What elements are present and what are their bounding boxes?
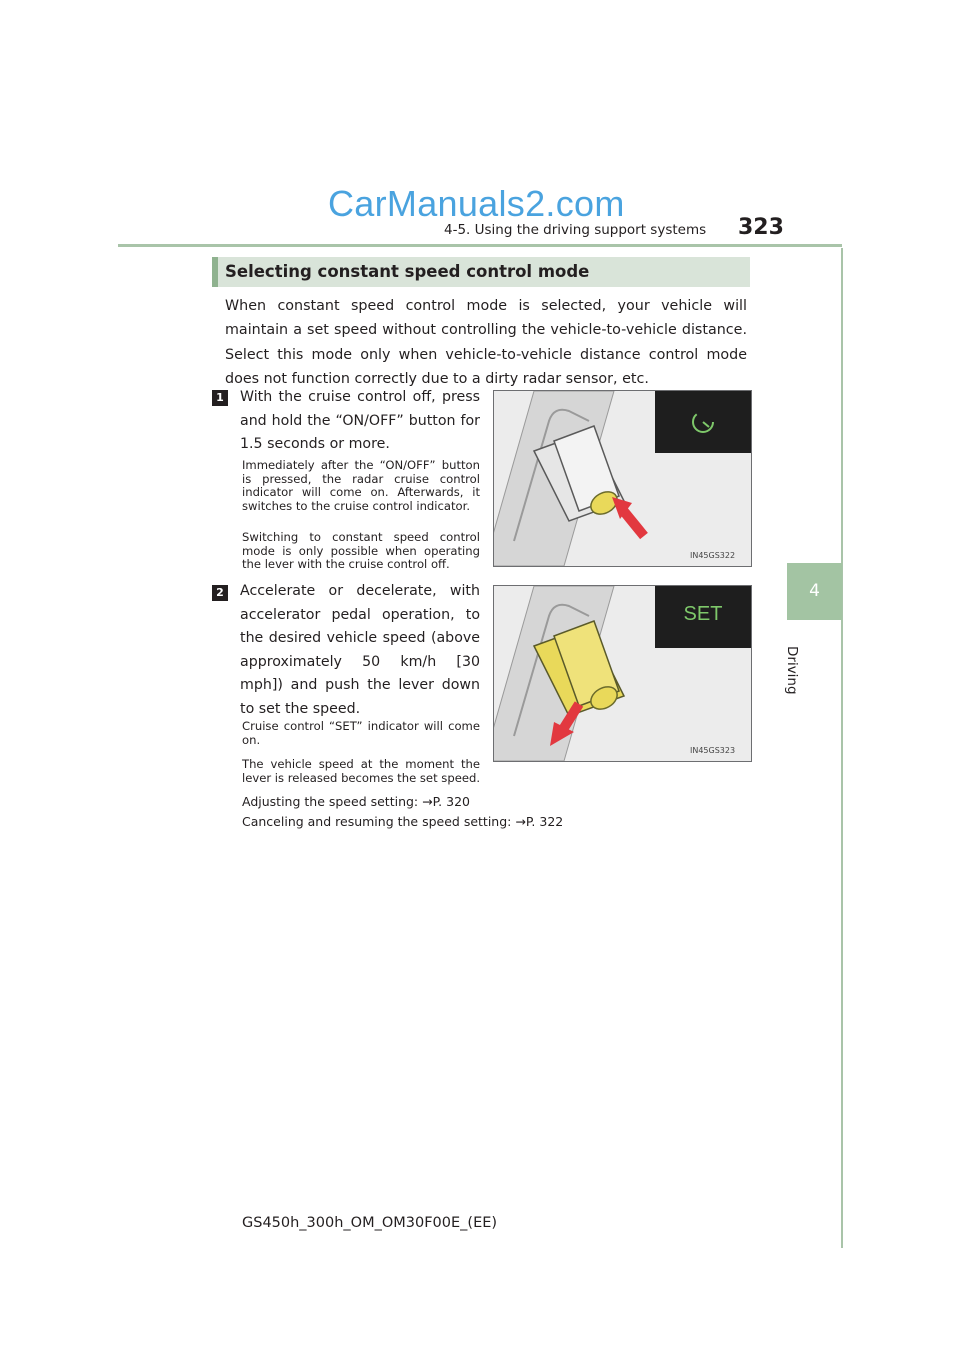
watermark: CarManuals2.com [328, 183, 625, 224]
image-code-2: IN45GS323 [690, 746, 736, 755]
section-reference: 4-5. Using the driving support systems [444, 222, 707, 238]
chapter-number: 4 [809, 581, 820, 601]
step-1-note-2: Switching to constant speed control mode is only possible when operating the lever with the cruise control off. [242, 530, 480, 571]
step-number-2: 2 [212, 585, 228, 601]
step-2-note-1: Cruise control “SET” indicator will come on. [242, 719, 480, 747]
set-indicator: SET [683, 603, 723, 625]
image-code-1: IN45GS322 [690, 551, 736, 560]
side-rule [841, 248, 843, 1248]
adjust-reference: Adjusting the speed setting: →P. 320 [242, 794, 470, 809]
page-number: 323 [738, 215, 784, 240]
section-header-accent [212, 257, 218, 287]
section-title: Selecting constant speed control mode [225, 262, 590, 281]
step-1-illustration [493, 390, 752, 567]
step-number-1: 1 [212, 390, 228, 406]
chapter-label: Driving [784, 646, 800, 695]
step-1-note-1: Immediately after the “ON/OFF” button is pressed, the radar cruise control indicator will come on. Afterwards, it switches to the cruise control indicator. [242, 458, 480, 513]
step-2-note-2: The vehicle speed at the moment the lever is released becomes the set speed. [242, 757, 481, 785]
lever-press-drawing [494, 391, 751, 566]
document-code: GS450h_300h_OM_OM30F00E_(EE) [242, 1215, 498, 1231]
step-2-text: Accelerate or decelerate, with accelerator pedal operation, to the desired vehicle speed (above approximately 50 km/h [30 mph]) and push the lever down to set the speed. [240, 583, 480, 717]
step-2-illustration [493, 585, 752, 762]
intro-paragraph: When constant speed control mode is selected, your vehicle will maintain a set speed without controlling the vehicle-to-vehicle distance. Select this mode only when vehicle-to-vehicle distance control mode does not function correctly due to a dirty radar sensor, etc. [225, 298, 747, 387]
header-rule [118, 244, 842, 247]
cancel-reference: Canceling and resuming the speed setting: →P. 322 [242, 814, 564, 829]
step-1-text: With the cruise control off, press and hold the “ON/OFF” button for 1.5 seconds or more. [240, 389, 480, 452]
